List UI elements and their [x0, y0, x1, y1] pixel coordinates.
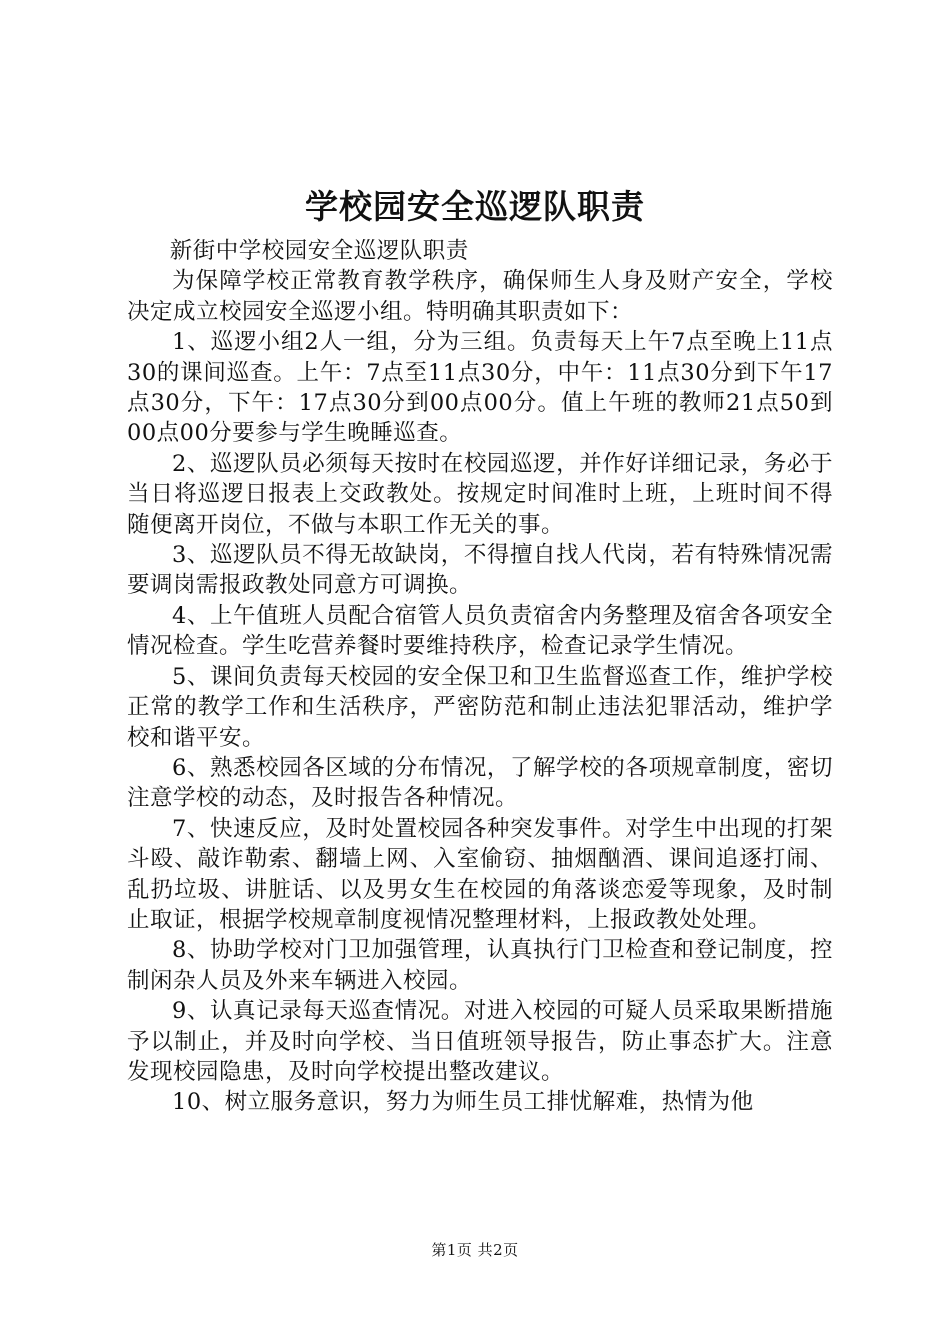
paragraph-item-7: 7、快速反应，及时处置校园各种突发事件。对学生中出现的打架斗殴、敲诈勒索、翻墙上网、入室偷窃、抽烟酗酒、课间追逐打闹、乱扔垃圾、讲脏话、以及男女生在校园的角落谈恋爱等现象，及时制止取证，根据学校规章制度视情况整理材料，上报政教处处理。 [127, 815, 833, 933]
paragraph-intro: 为保障学校正常教育教学秩序，确保师生人身及财产安全，学校决定成立校园安全巡逻小组。特明确其职责如下： [127, 268, 833, 325]
paragraph-item-9: 9、认真记录每天巡查情况。对进入校园的可疑人员采取果断措施予以制止，并及时向学校、当日值班领导报告，防止事态扩大。注意发现校园隐患，及时向学校提出整改建议。 [127, 998, 833, 1085]
paragraph-subtitle: 新街中学校园安全巡逻队职责 [169, 238, 469, 264]
paragraph-item-6: 6、熟悉校园各区域的分布情况，了解学校的各项规章制度，密切注意学校的动态，及时报告各种情况。 [127, 754, 833, 812]
paragraph-item-4: 4、上午值班人员配合宿管人员负责宿舍内务整理及宿舍各项安全情况检查。学生吃营养餐时要维持秩序，检查记录学生情况。 [127, 602, 833, 660]
paragraph-item-3: 3、巡逻队员不得无故缺岗，不得擅自找人代岗，若有特殊情况需要调岗需报政教处同意方可调换。 [127, 542, 833, 599]
document-title: 学校园安全巡逻队职责 [305, 187, 645, 226]
paragraph-item-5: 5、课间负责每天校园的安全保卫和卫生监督巡查工作，维护学校正常的教学工作和生活秩序，严密防范和制止违法犯罪活动，维护学校和谐平安。 [127, 663, 833, 751]
page-footer: 第1页 共2页 [431, 1241, 519, 1259]
paragraph-item-8: 8、协助学校对门卫加强管理，认真执行门卫检查和登记制度，控制闲杂人员及外来车辆进入校园。 [127, 937, 833, 994]
paragraph-item-2: 2、巡逻队员必须每天按时在校园巡逻，并作好详细记录，务必于当日将巡逻日报表上交政教处。按规定时间准时上班，上班时间不得随便离开岗位，不做与本职工作无关的事。 [127, 450, 833, 538]
paragraph-item-1: 1、巡逻小组2人一组，分为三组。负责每天上午7点至晚上11点30的课间巡查。上午：7点至11点30分，中午：11点30分到下午17点30分，下午：17点30分到00点00分。值上午班的教师21点50到00点00分要参与学生晚睡巡查。 [127, 329, 833, 447]
paragraph-item-10: 10、树立服务意识，努力为师生员工排忧解难，热情为他 [172, 1089, 754, 1116]
document-body [127, 236, 833, 1118]
